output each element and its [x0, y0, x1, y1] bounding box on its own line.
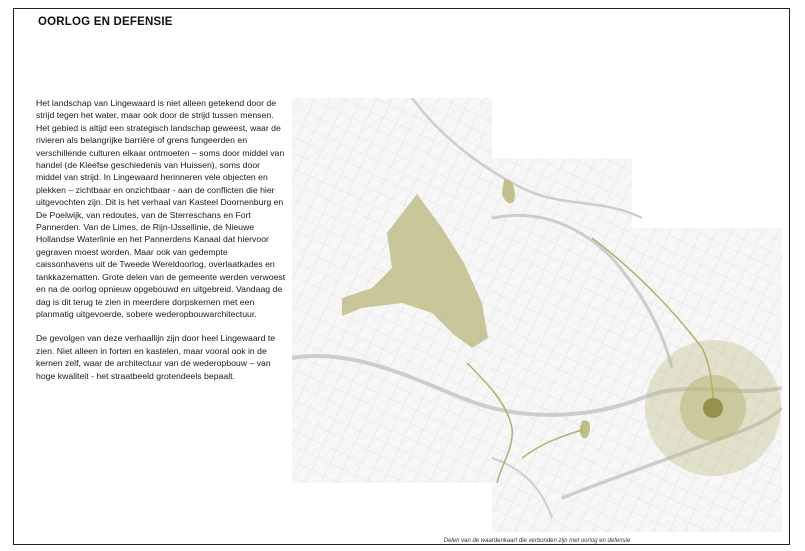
fort-inner-circle: [703, 398, 723, 418]
paragraph-1: Het landschap van Lingewaard is niet alleen getekend door de strijd tegen het water, maar ook door de strijd tussen mensen. Het gebied is altijd een strategisch landschap geweest, waar de rivieren als belangrijke barrière of grens fungeerden en verschillende culturen elkaar ontmoeten – soms door middel van handel (de Kleefse geschiedenis van Huissen), soms door middel van strijd. In Lingewaard herinneren vele objecten en plekken – zichtbaar en onzichtbaar - aan de conflicten die hier uitgevochten zijn. Dit is het verhaal van Kasteel Doornenburg en De Poelwijk, van redoutes, van de Sterreschans en Fort Pannerden. Van de Limes, de Rijn-IJssellinie, de Nieuwe Hollandse Waterlinie en het Pannerdens Kanaal dat hiervoor gegraven moest worden. Maar ook van gedempte caissonhavens uit de Tweede Wereldoorlog, overlaatkades en tankkazematten. Grote delen van de gemeente werden verwoest en na de oorlog opnieuw opgebouwd en uitgebreid. Vandaag de dag is dit terug te zien in meerdere dorpskernen met een planmatig uitgevoerde, sobere wederopbouwarchitectuur.: [36, 98, 286, 319]
body-text: [36, 97, 286, 394]
page-title: OORLOG EN DEFENSIE: [38, 16, 173, 28]
map-caption: Delen van de waardenkaart die verbonden zijn met oorlog en defensie: [443, 538, 631, 544]
paragraph-2: De gevolgen van deze verhaallijn zijn door heel Lingewaard te zien. Niet alleen in forten en kastelen, maar vooral ook in de kernen zelf, waar de architectuur van de wederopbouw – van hoge kwaliteit - het straatbeeld grotendeels bepaalt.: [36, 333, 276, 381]
value-map: [292, 98, 782, 532]
